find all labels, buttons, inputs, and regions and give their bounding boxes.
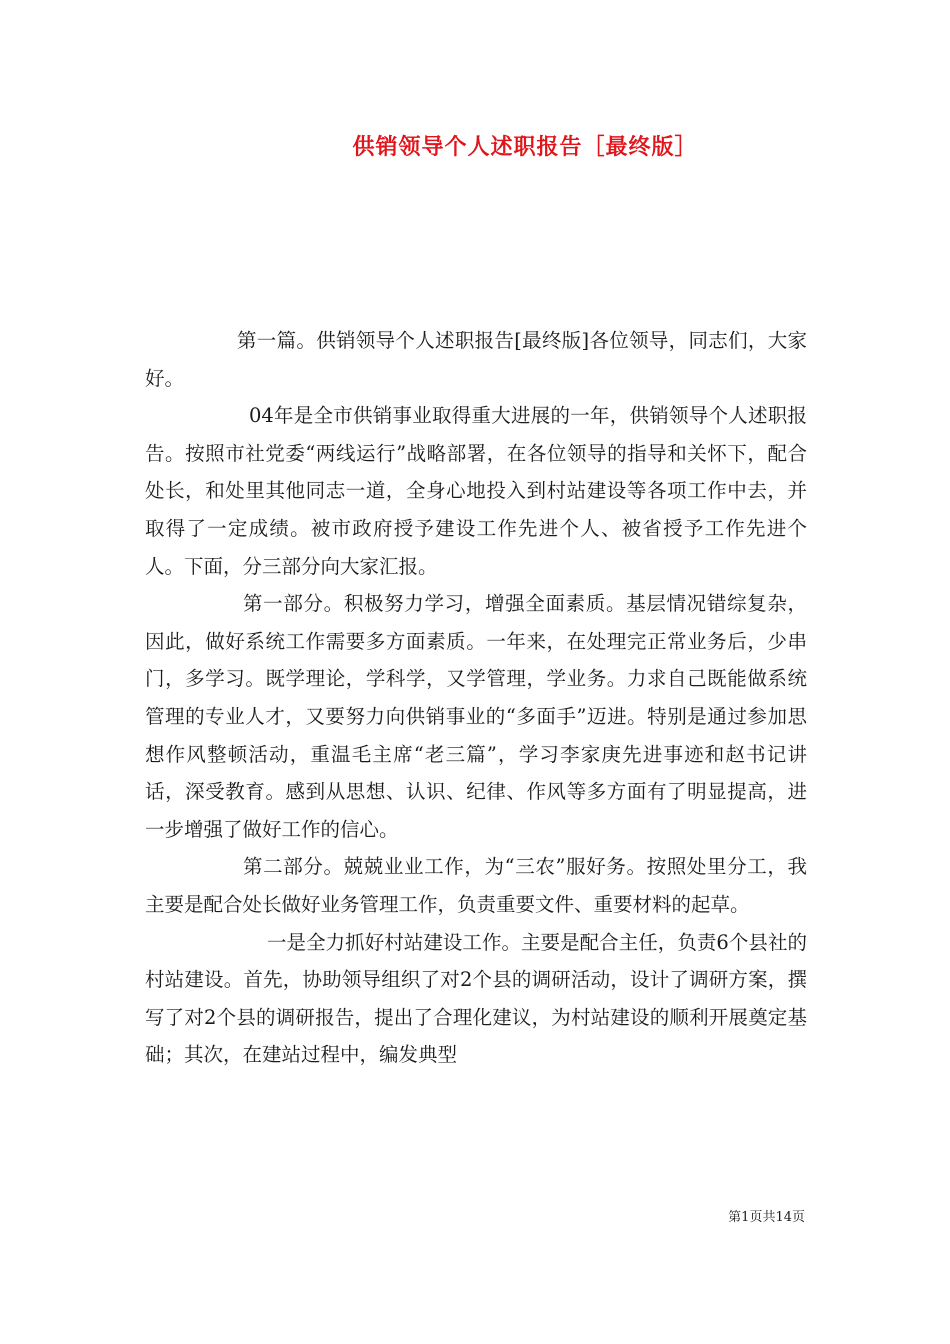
paragraph: 一是全力抓好村站建设工作。主要是配合主任，负责6个县社的村站建设。首先，协助领导组织了对2个县的调研活动，设计了调研方案，撰写了对2个县的调研报告，提出了合理化建议，为村站建设的顺利开展奠定基础；其次，在建站过程中，编发典型 xyxy=(145,930,807,1067)
page-number: 第1页共14页 xyxy=(728,1210,805,1225)
document-title: 供销领导个人述职报告［最终版］ xyxy=(352,135,698,160)
document-body xyxy=(145,322,807,1074)
paragraph: 04年是全市供销事业取得重大进展的一年，供销领导个人述职报告。按照市社党委“两线运行”战略部署，在各位领导的指导和关怀下，配合处长，和处里其他同志一道，全身心地投入到村站建设等各项工作中去，并取得了一定成绩。被市政府授予建设工作先进个人、被省授予工作先进个人。下面，分三部分向大家汇报。 xyxy=(145,404,807,578)
paragraph: 第二部分。兢兢业业工作，为“三农”服好务。按照处里分工，我主要是配合处长做好业务管理工作，负责重要文件、重要材料的起草。 xyxy=(145,855,807,916)
paragraph: 第一部分。积极努力学习，增强全面素质。基层情况错综复杂，因此，做好系统工作需要多方面素质。一年来，在处理完正常业务后，少串门，多学习。既学理论，学科学，又学管理，学业务。力求自己既能做系统管理的专业人才，又要努力向供销事业的“多面手”迈进。特别是通过参加思想作风整顿活动，重温毛主席“老三篇”，学习李家庚先进事迹和赵书记讲话，深受教育。感到从思想、认识、纪律、作风等多方面有了明显提高，进一步增强了做好工作的信心。 xyxy=(145,592,807,841)
paragraph: 第一篇。供销领导个人述职报告[最终版]各位领导，同志们，大家好。 xyxy=(145,329,807,390)
